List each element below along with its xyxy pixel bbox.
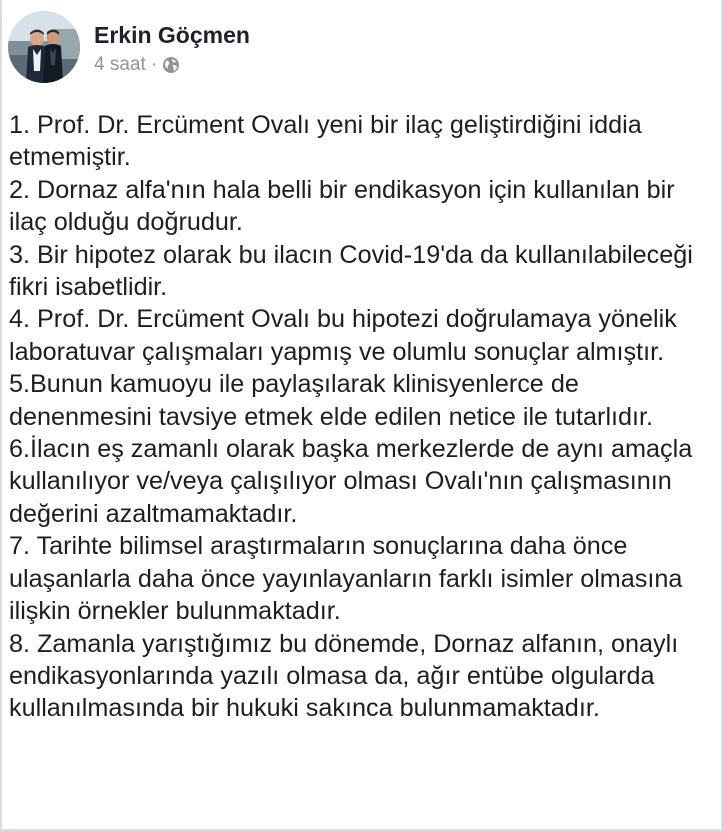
meta-separator: · [150, 54, 158, 75]
post-timestamp-row [94, 54, 250, 76]
post-paragraph-6: 6.İlacın eş zamanlı olarak başka merkezlerde de aynı amaçla kullanılıyor ve/veya çalışılıyor olması Ovalı'nın çalışmasının değerini azaltmamaktadır. [9, 435, 693, 528]
post-paragraph-2: 2. Dornaz alfa'nın hala belli bir endikasyon için kullanılan bir ilaç olduğu doğrudur. [9, 175, 675, 237]
post-paragraph-8: 8. Zamanla yarıştığımız bu dönemde, Dornaz alfanın, onaylı endikasyonlarında yazılı olmasa da, ağır entübe olgularda kullanılmasında bir hukuki sakınca bulunmamaktadır. [9, 629, 679, 723]
post-paragraph-5: 5.Bunun kamuoyu ile paylaşılarak klinisyenlerce de denenmesini tavsiye etmek elde edilen netice ile tutarlıdır. [9, 370, 654, 431]
author-name[interactable]: Erkin Göçmen [94, 22, 250, 48]
post-time[interactable]: 4 saat [94, 54, 146, 75]
post-body [9, 109, 719, 725]
post-header [8, 11, 250, 87]
post-paragraph-1: 1. Prof. Dr. Ercüment Ovalı yeni bir ilaç geliştirdiğini iddia etmemiştir. [9, 111, 642, 172]
post-paragraph-4: 4. Prof. Dr. Ercüment Ovalı bu hipotezi doğrulamaya yönelik laboratuvar çalışmaları yapmış ve olumlu sonuçlar almıştır. [9, 305, 677, 366]
globe-icon[interactable] [162, 56, 180, 74]
post-paragraph-7: 7. Tarihte bilimsel araştırmaların sonuçlarına daha önce ulaşanlarla daha önce yayınlayanların farklı isimler olmasına ilişkin örnekler bulunmaktadır. [9, 532, 683, 626]
avatar-photo [8, 11, 80, 83]
post-paragraph-3: 3. Bir hipotez olarak bu ilacın Covid-19'da da kullanılabileceği fikri isabetlidir. [9, 240, 693, 302]
author-avatar[interactable] [8, 11, 80, 83]
post-meta [94, 11, 250, 76]
